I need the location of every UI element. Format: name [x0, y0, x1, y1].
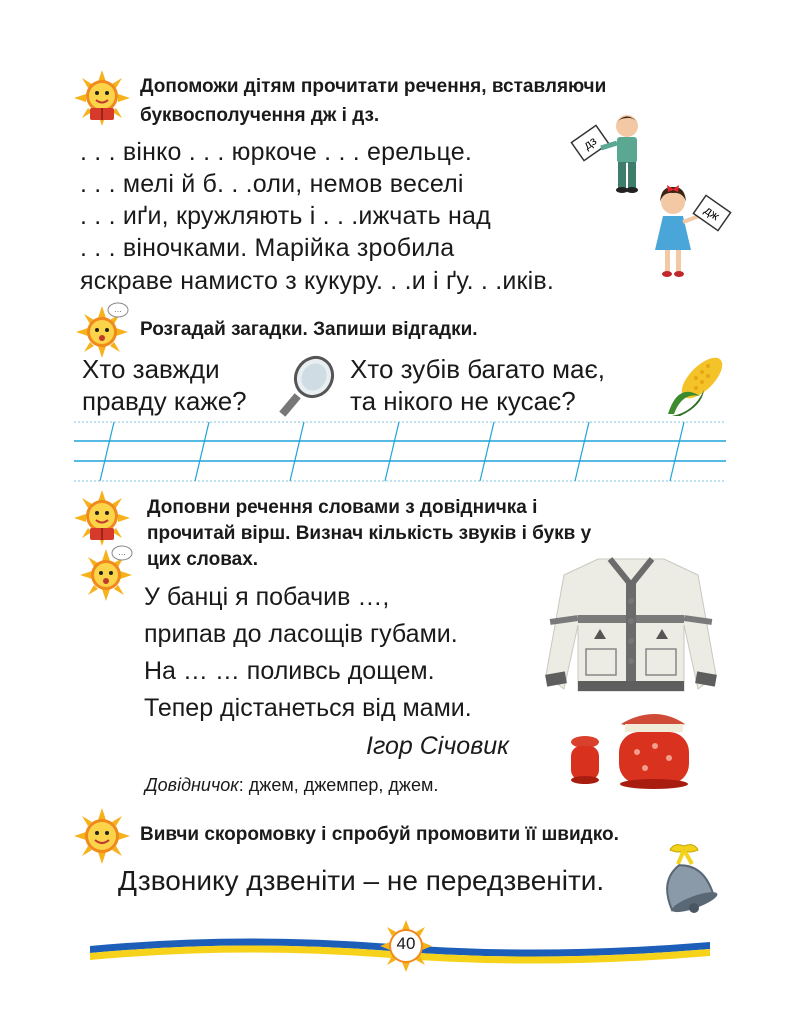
- mirror-icon: [278, 355, 336, 417]
- boy-with-sign-icon: [565, 110, 655, 195]
- task1-title-line1: Допоможи дітям прочитати речення, вставляючи: [140, 76, 607, 97]
- poem-line-3: На … … поливсь дощем.: [144, 657, 435, 685]
- sunflower-reading-icon: [74, 490, 130, 546]
- riddle2-line2: та нікого не кусає?: [350, 386, 576, 416]
- riddle1-line1: Хто завжди: [82, 354, 220, 384]
- sunflower-icon: [74, 808, 130, 864]
- jam-jars-icon: [565, 708, 715, 790]
- corn-icon: [658, 352, 730, 418]
- girl-sign-label: дж: [701, 202, 723, 224]
- svg-text:…: …: [114, 305, 122, 314]
- reference-label: Довідничок: [145, 775, 239, 795]
- sweater-icon: [538, 555, 724, 697]
- task3-title-line2: прочитай вірш. Визнач кількість звуків і букв у: [147, 523, 592, 544]
- reference-box: [145, 775, 438, 796]
- page-number: 40: [396, 934, 416, 953]
- task1-line-3: . . . иґи, кружляють і . . .ижчать над: [80, 202, 491, 230]
- task4-title: Вивчи скоромовку і спробуй промовити її швидко.: [140, 824, 619, 845]
- riddle2-line1: Хто зубів багато має,: [350, 354, 605, 384]
- bell-icon: [644, 842, 726, 914]
- task1-title-line2: буквосполучення дж і дз.: [140, 105, 380, 126]
- task3-title-line3: цих словах.: [147, 549, 259, 570]
- girl-with-sign-icon: [645, 180, 740, 280]
- boy-sign-label: дз: [580, 133, 600, 153]
- task1-line-5: яскраве намисто з кукуру. . .и і ґу. . .иків.: [80, 267, 555, 295]
- sunflower-thinking-icon: [78, 545, 134, 601]
- task1-line-2: . . . мелі й б. . .оли, немов веселі: [80, 170, 464, 198]
- sunflower-reading-icon: [74, 70, 130, 126]
- riddle1-line2: правду каже?: [82, 386, 247, 416]
- tongue-twister: Дзвонику дзвеніти – не передзвеніти.: [118, 865, 605, 896]
- task1-line-1: . . . вінко . . . юркоче . . . ерельце.: [80, 138, 473, 166]
- task3-title-line1: Доповни речення словами з довідничка і: [147, 497, 538, 518]
- writing-lines[interactable]: [74, 420, 726, 484]
- sunflower-thinking-icon: [74, 302, 130, 358]
- poem-line-1: У банці я побачив …,: [144, 583, 390, 611]
- poem-author: Ігор Січовик: [366, 732, 509, 760]
- svg-text:…: …: [118, 548, 126, 557]
- poem-line-2: припав до ласощів губами.: [144, 620, 458, 648]
- poem-line-4: Тепер дістанеться від мами.: [144, 694, 472, 722]
- task1-line-4: . . . віночками. Марійка зробила: [80, 234, 455, 262]
- reference-words: : джем, джемпер, джем.: [238, 775, 439, 795]
- task2-title: Розгадай загадки. Запиши відгадки.: [140, 319, 478, 340]
